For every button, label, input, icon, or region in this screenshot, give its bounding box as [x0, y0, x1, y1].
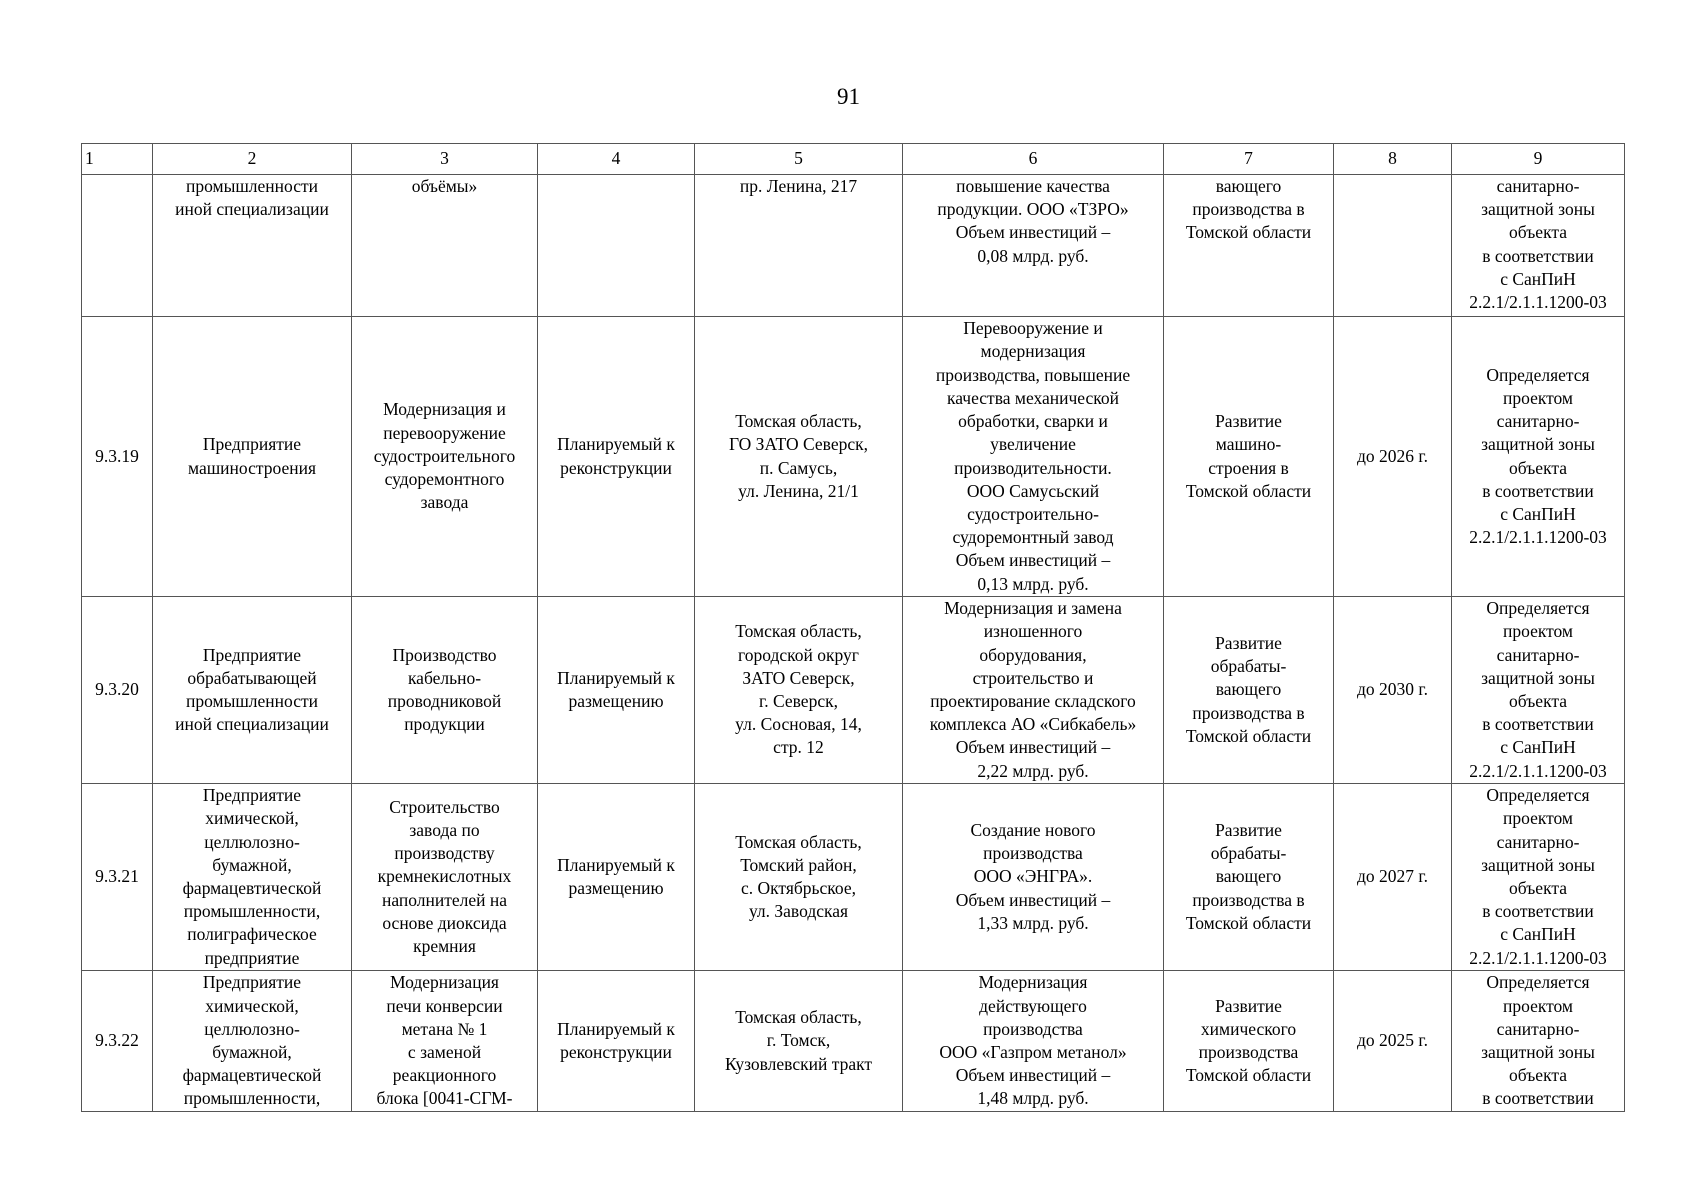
cell-line: в соответствии	[1482, 901, 1594, 922]
cell-object-type	[153, 971, 352, 1112]
cell-zone	[1452, 317, 1625, 597]
cell-line: обработки, сварки и	[958, 411, 1108, 432]
cell-line: Перевооружение и	[963, 318, 1103, 339]
cell-line: объекта	[1509, 878, 1567, 898]
cell-line: производства	[983, 1018, 1083, 1039]
cell-location	[695, 784, 903, 971]
cell-line: производства в	[1192, 889, 1305, 910]
cell-line: повышение качества	[956, 176, 1110, 196]
column-header-9: 9	[1452, 144, 1625, 175]
cell-line: с заменой	[407, 1042, 482, 1062]
cell-line: Томской области	[1185, 725, 1312, 746]
cell-line: с СанПиН	[1500, 268, 1576, 289]
cell-line: санитарно-	[1496, 176, 1580, 196]
cell-line: Модернизация и	[383, 399, 506, 420]
cell-line: вающего	[1215, 679, 1282, 700]
cell-line: объекта	[1509, 1065, 1567, 1086]
cell-line: вающего	[1215, 866, 1282, 887]
cell-line: Развитие	[1215, 411, 1282, 432]
continuation-row	[82, 175, 1625, 317]
cell-line: размещению	[568, 691, 664, 711]
cell-line: с СанПиН	[1500, 737, 1576, 758]
cell-status	[538, 784, 695, 971]
cell-line: Производство	[392, 644, 497, 665]
cell-line: кремния	[413, 936, 476, 956]
cell-line: объёмы»	[411, 176, 478, 196]
cell-line: Томская область,	[735, 621, 862, 642]
cell-location	[695, 175, 903, 317]
cell-line: 1,48 млрд. руб.	[977, 1088, 1089, 1109]
column-header-7: 7	[1164, 144, 1334, 175]
cell-line: Томская область,	[735, 411, 862, 432]
cell-object-name	[352, 971, 538, 1112]
cell-line: проектирование складского	[930, 691, 1136, 711]
cell-line: стр. 12	[773, 737, 824, 758]
cell-location	[695, 971, 903, 1112]
cell-line: проектом	[1502, 621, 1574, 642]
cell-description	[903, 784, 1164, 971]
cell-purpose	[1164, 317, 1334, 597]
cell-line: 2.2.1/2.1.1.1200-03	[1469, 760, 1607, 781]
table-row	[82, 317, 1625, 597]
cell-line: до 2025 г.	[1357, 1030, 1428, 1051]
table-row	[82, 784, 1625, 971]
cell-line: бумажной,	[212, 1042, 292, 1062]
cell-line: производительности.	[954, 457, 1112, 478]
cell-purpose	[1164, 971, 1334, 1112]
cell-line: ООО «ЭНГРА».	[973, 866, 1093, 887]
cell-line: реакционного	[392, 1065, 497, 1086]
cell-line: 2.2.1/2.1.1.1200-03	[1469, 947, 1607, 968]
cell-line: производства	[983, 843, 1083, 864]
cell-line: в соответствии	[1482, 480, 1594, 501]
cell-line: Томская область,	[735, 831, 862, 852]
cell-line: кабельно-	[407, 667, 482, 688]
cell-line: г. Томск,	[766, 1030, 831, 1051]
cell-line: ул. Сосновая, 14,	[735, 714, 862, 735]
cell-line: предприятие	[204, 947, 300, 968]
cell-zone	[1452, 784, 1625, 971]
column-number-header-row	[82, 144, 1625, 175]
cell-line: продукции	[404, 714, 485, 735]
data-table	[81, 143, 1625, 1112]
column-header-6: 6	[903, 144, 1164, 175]
cell-line: 2.2.1/2.1.1.1200-03	[1469, 527, 1607, 548]
cell-line: судоремонтного	[384, 469, 505, 490]
cell-line: размещению	[568, 878, 664, 898]
cell-line: п. Самусь,	[759, 457, 838, 478]
cell-location	[695, 597, 903, 784]
cell-line: Планируемый к	[557, 854, 675, 875]
cell-line: г. Северск,	[759, 691, 838, 711]
cell-line: производству	[394, 843, 495, 864]
cell-line: продукции. ООО «ТЗРО»	[937, 199, 1129, 220]
cell-line: Модернизация	[390, 972, 499, 993]
cell-line: ул. Ленина, 21/1	[738, 480, 859, 501]
cell-object-name	[352, 317, 538, 597]
cell-line: машино-	[1215, 434, 1282, 455]
cell-line: качества механической	[946, 387, 1120, 408]
cell-line: метана № 1	[401, 1018, 488, 1039]
cell-line: санитарно-	[1496, 411, 1580, 432]
cell-line: оборудования,	[979, 644, 1087, 665]
cell-line: фармацевтической	[182, 878, 322, 898]
cell-number: 9.3.22	[82, 971, 153, 1112]
page-number: 91	[837, 84, 860, 109]
cell-object-name	[352, 784, 538, 971]
cell-line: основе диоксида	[382, 912, 507, 933]
cell-line: реконструкции	[560, 1042, 672, 1062]
cell-line: объекта	[1509, 691, 1567, 711]
cell-line: строительство и	[972, 667, 1094, 688]
cell-line: целлюлозно-	[204, 831, 300, 852]
cell-line: Объем инвестиций –	[955, 889, 1111, 910]
cell-line: до 2030 г.	[1357, 679, 1428, 700]
cell-line: санитарно-	[1496, 644, 1580, 665]
cell-line: проектом	[1502, 808, 1574, 829]
cell-line: санитарно-	[1496, 831, 1580, 852]
cell-line: Томской области	[1185, 222, 1312, 243]
cell-line: Определяется	[1486, 972, 1590, 993]
cell-line: вающего	[1215, 176, 1282, 196]
cell-number: 9.3.21	[82, 784, 153, 971]
cell-line: Объем инвестиций –	[955, 550, 1111, 571]
cell-description	[903, 597, 1164, 784]
cell-line: 1,33 млрд. руб.	[977, 912, 1089, 933]
cell-status	[538, 597, 695, 784]
cell-purpose	[1164, 784, 1334, 971]
cell-line: Определяется	[1486, 598, 1590, 619]
cell-line: в соответствии	[1482, 714, 1594, 735]
cell-line: Предприятие	[202, 972, 302, 993]
cell-zone	[1452, 597, 1625, 784]
cell-line: Томский район,	[740, 854, 857, 875]
cell-line: действующего	[979, 995, 1087, 1016]
cell-object-type	[153, 784, 352, 971]
cell-line: строения в	[1208, 457, 1289, 478]
cell-line: ЗАТО Северск,	[742, 667, 855, 688]
cell-deadline	[1334, 597, 1452, 784]
cell-line: Модернизация и замена	[944, 598, 1122, 619]
cell-line: ул. Заводская	[748, 901, 849, 922]
cell-line: Объем инвестиций –	[955, 1065, 1111, 1086]
cell-deadline	[1334, 175, 1452, 317]
cell-line: Определяется	[1486, 785, 1590, 806]
cell-line: Определяется	[1486, 364, 1590, 385]
cell-line: промышленности	[185, 691, 319, 711]
cell-line: защитной зоны	[1481, 667, 1595, 688]
cell-line: химической,	[205, 995, 299, 1016]
cell-deadline	[1334, 317, 1452, 597]
cell-deadline	[1334, 971, 1452, 1112]
cell-line: производства, повышение	[935, 364, 1131, 385]
cell-status	[538, 317, 695, 597]
cell-line: Томской области	[1185, 1065, 1312, 1086]
cell-line: обрабатывающей	[187, 667, 317, 688]
column-header-2: 2	[153, 144, 352, 175]
cell-line: Планируемый к	[557, 434, 675, 455]
cell-line: Предприятие	[202, 434, 302, 455]
cell-status	[538, 971, 695, 1112]
cell-line: кремнекислотных	[377, 866, 512, 887]
cell-location	[695, 317, 903, 597]
cell-line: промышленности,	[183, 901, 321, 922]
cell-object-type	[153, 317, 352, 597]
cell-description	[903, 971, 1164, 1112]
cell-line: проводниковой	[387, 691, 502, 711]
cell-purpose	[1164, 175, 1334, 317]
cell-line: обрабаты-	[1210, 656, 1287, 677]
column-header-8: 8	[1334, 144, 1452, 175]
cell-line: Томская область,	[735, 1007, 862, 1028]
cell-line: защитной зоны	[1481, 434, 1595, 455]
table-row	[82, 971, 1625, 1112]
column-header-5: 5	[695, 144, 903, 175]
cell-line: полиграфическое	[187, 924, 317, 945]
cell-line: Развитие	[1215, 819, 1282, 840]
cell-line: Развитие	[1215, 632, 1282, 653]
cell-line: производства	[1198, 1042, 1299, 1062]
cell-line: машиностроения	[187, 457, 316, 478]
cell-purpose	[1164, 597, 1334, 784]
cell-line: проектом	[1502, 995, 1574, 1016]
cell-line: Строительство	[389, 796, 500, 817]
cell-line: печи конверсии	[386, 995, 503, 1016]
cell-line: наполнителей на	[381, 889, 508, 910]
cell-line: до 2026 г.	[1357, 445, 1428, 466]
cell-zone	[1452, 971, 1625, 1112]
cell-line: защитной зоны	[1481, 199, 1595, 220]
cell-object-name	[352, 175, 538, 317]
cell-line: изношенного	[983, 621, 1083, 642]
cell-line: пр. Ленина, 217	[739, 176, 858, 196]
cell-line: в соответствии	[1482, 1088, 1594, 1109]
cell-line: 0,08 млрд. руб.	[977, 245, 1089, 266]
cell-line: 2,22 млрд. руб.	[977, 760, 1089, 781]
cell-line: судостроительного	[373, 445, 516, 466]
cell-object-name	[352, 597, 538, 784]
cell-status	[538, 175, 695, 317]
cell-line: объекта	[1509, 457, 1567, 478]
cell-line: химической,	[205, 808, 299, 829]
cell-description	[903, 317, 1164, 597]
cell-line: Планируемый к	[557, 1018, 675, 1039]
cell-line: Объем инвестиций –	[955, 222, 1111, 243]
cell-line: судостроительно-	[967, 503, 1099, 524]
cell-line: ООО Самусьский	[966, 480, 1100, 501]
cell-line: защитной зоны	[1481, 1042, 1595, 1062]
cell-line: промышленности,	[183, 1088, 321, 1109]
cell-line: объекта	[1509, 222, 1567, 243]
cell-line: Планируемый к	[557, 667, 675, 688]
cell-line: в соответствии	[1482, 245, 1594, 266]
cell-zone	[1452, 175, 1625, 317]
cell-deadline	[1334, 784, 1452, 971]
cell-line: Модернизация	[978, 972, 1088, 993]
column-header-4: 4	[538, 144, 695, 175]
cell-line: бумажной,	[212, 854, 292, 875]
cell-line: защитной зоны	[1481, 854, 1595, 875]
cell-line: Создание нового	[970, 819, 1096, 840]
cell-line: 2.2.1/2.1.1.1200-03	[1469, 292, 1607, 313]
cell-line: до 2027 г.	[1357, 866, 1428, 887]
cell-number: 9.3.19	[82, 317, 153, 597]
cell-line: Томской области	[1185, 912, 1312, 933]
cell-line: ООО «Газпром метанол»	[939, 1042, 1127, 1062]
cell-line: перевооружение	[383, 422, 506, 443]
cell-description	[903, 175, 1164, 317]
cell-line: фармацевтической	[182, 1065, 322, 1086]
cell-line: Предприятие	[202, 644, 302, 665]
cell-line: увеличение	[990, 434, 1076, 455]
cell-line: промышленности	[185, 176, 319, 196]
cell-line: модернизация	[980, 341, 1086, 362]
cell-line: блока [0041-СГМ-	[376, 1088, 513, 1109]
column-header-3: 3	[352, 144, 538, 175]
column-header-1: 1	[82, 144, 153, 175]
cell-line: завода	[420, 492, 469, 513]
cell-line: Объем инвестиций –	[955, 737, 1111, 758]
cell-line: с СанПиН	[1500, 924, 1576, 945]
cell-line: санитарно-	[1496, 1018, 1580, 1039]
cell-line: обрабаты-	[1210, 843, 1287, 864]
cell-line: Томской области	[1185, 480, 1312, 501]
cell-line: проектом	[1502, 387, 1574, 408]
cell-line: иной специализации	[175, 714, 329, 735]
cell-line: завода по	[409, 819, 480, 840]
cell-line: производства в	[1192, 702, 1305, 723]
cell-object-type	[153, 175, 352, 317]
cell-line: иной специализации	[175, 199, 329, 220]
cell-line: с СанПиН	[1500, 503, 1576, 524]
cell-line: городской округ	[738, 644, 859, 665]
table-row	[82, 597, 1625, 784]
cell-line: комплекса АО «Сибкабель»	[929, 714, 1137, 735]
cell-line: химического	[1200, 1018, 1297, 1039]
cell-line: Кузовлевский тракт	[724, 1053, 873, 1074]
cell-line: производства в	[1192, 199, 1305, 220]
cell-number	[82, 175, 153, 317]
cell-line: целлюлозно-	[204, 1018, 300, 1039]
cell-object-type	[153, 597, 352, 784]
cell-line: ГО ЗАТО Северск,	[728, 434, 868, 455]
cell-line: 0,13 млрд. руб.	[977, 573, 1089, 594]
cell-line: с. Октябрьское,	[740, 878, 856, 898]
cell-line: Предприятие	[202, 785, 302, 806]
cell-line: судоремонтный завод	[952, 527, 1114, 548]
cell-line: Развитие	[1215, 995, 1282, 1016]
cell-line: реконструкции	[560, 457, 672, 478]
cell-number: 9.3.20	[82, 597, 153, 784]
